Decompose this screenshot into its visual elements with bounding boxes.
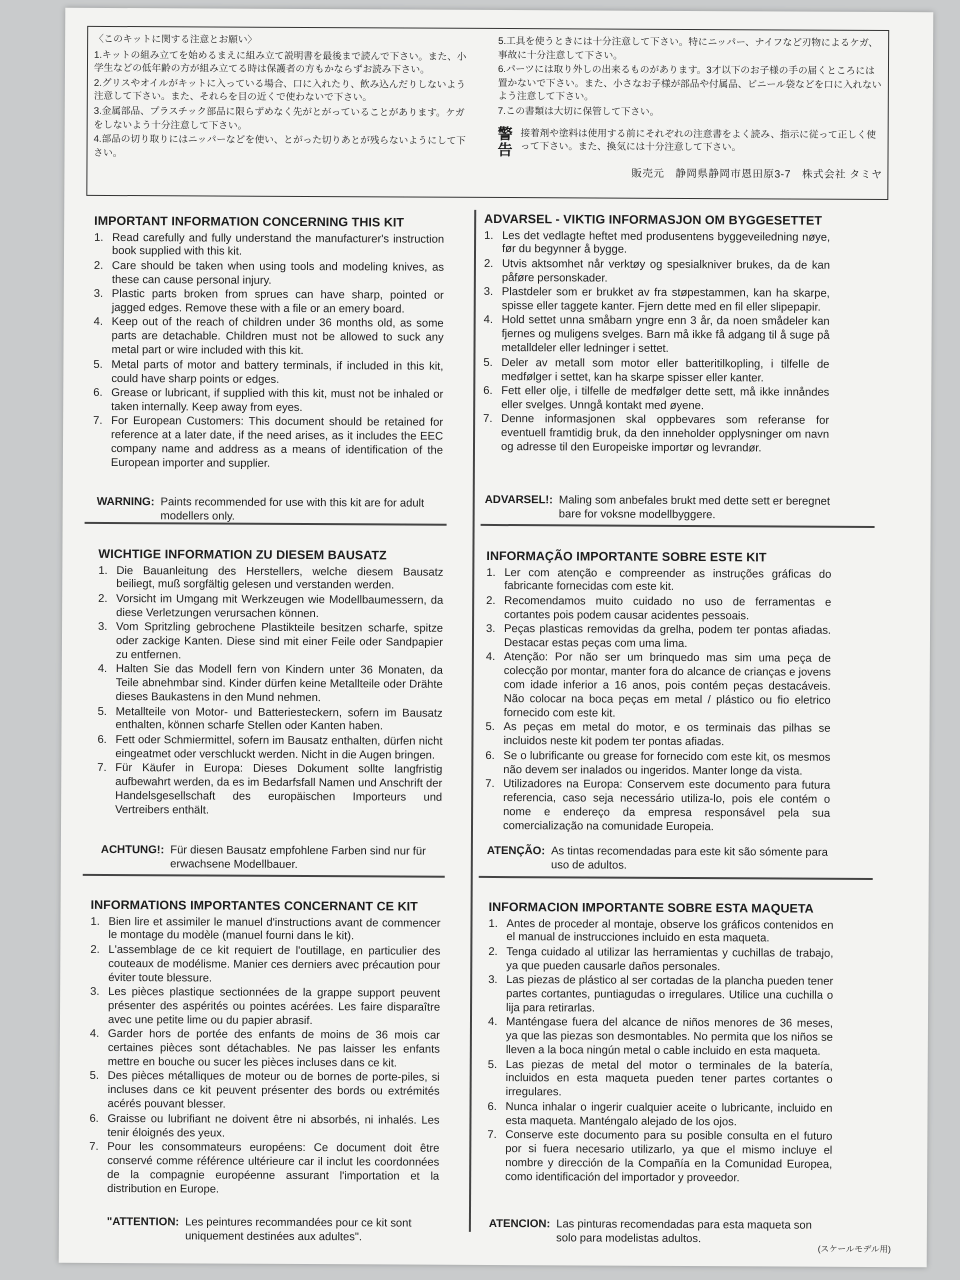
warning-english	[97, 496, 443, 526]
list-item: 5. As peças em metal do motor, e os terminais das pilhas se incluidos neste kit podem ter pontas afiadas.	[485, 721, 831, 749]
japanese-item: 7.この書類は大切に保管して下さい。	[497, 105, 660, 118]
list-item: 7. Conserve este documento para su posible consulta en el futuro por si fuera necesario utilizarlo, ya que el mismo incluye el nombre y dirección de la Compañía en la Comunidad Europea, como identificación del importador y proveedor.	[487, 1129, 833, 1185]
list-item: 1. Les det vedlagte heftet med produsentens byggeveiledning nøye, før du begynner å bygge.	[484, 229, 831, 257]
list-item: 5. Las piezas de metal del motor o terminales de la batería, incluidos en esta maqueta pueden tener partes cortantes o irregulares.	[487, 1058, 833, 1099]
japanese-title: 〈このキットに関する注意とお願い〉	[94, 33, 258, 46]
japanese-item: 4.部品の切り取りにはニッパーなどを使い、とがった切りあとが残らないようにして下さい。	[93, 134, 466, 159]
list-item: 3. Plastic parts broken from sprues can have sharp, pointed or jagged edges. Remove these with a file or an emery board.	[93, 288, 444, 316]
section-spanish	[487, 900, 833, 1187]
warning-spanish	[489, 1218, 834, 1248]
row-divider	[479, 876, 873, 880]
list-item: 5. Metal parts of motor and battery terminals, if included in this kit, could have sharp points or edges.	[93, 358, 444, 386]
warning-text: Maling som anbefales brukt med dette sett er beregnet bare for voksne modellbyggere.	[558, 494, 831, 522]
japanese-item: 1.キットの組み立てを始めるまえに組み立て説明書を最後まで読んで下さい。また、小学生などの低年齢の方が組み立てる時は保護者の方もかならずお読み下さい。	[93, 49, 467, 76]
warning-label: ATENCION:	[488, 1217, 551, 1231]
warning-label: WARNING:	[96, 495, 155, 509]
section-heading: ADVARSEL - VIKTIG INFORMASJON OM BYGGESETTET	[484, 211, 823, 228]
list-item: 4. Hold settet unna småbarn yngre enn 3 år, da noen smådeler kan fjernes og muligens svelges. Barn må ikke få adgang til å suge på metalldeler eller ledninger i settet.	[483, 314, 830, 356]
info-list	[97, 564, 443, 819]
warning-label: ACHTUNG!:	[100, 843, 165, 857]
language-grid	[81, 200, 886, 1244]
list-item: 1. Antes de proceder al montaje, observe los gráficos contenidos en el manual de instrucciones incluido en esta maqueta.	[488, 917, 834, 945]
japanese-warning-label: 警告	[497, 125, 513, 159]
warning-text: As tintas recomendadas para este kit são sómente para uso de adultos.	[550, 845, 828, 872]
section-german	[97, 547, 443, 820]
list-item: 7. Für Käufer in Europa: Dieses Dokument sollte langfristig aufbewahrt werden, da es im Bedarfsfall Namen und Anschrift der Handelsgesellschaft des europäischen Importeurs und Vertreibers enthält.	[97, 762, 443, 817]
warning-text: Für diesen Bausatz empfohlene Farben sind nur für erwachsene Modellbauer.	[170, 844, 426, 871]
row-divider	[481, 524, 875, 528]
section-portuguese	[485, 549, 831, 836]
warning-text: Les peintures recommandées pour ce kit sont uniquement destinées aux adultes".	[185, 1216, 412, 1244]
info-list	[485, 566, 831, 835]
section-heading: INFORMATIONS IMPORTANTES CONCERNANT CE KIT	[90, 897, 418, 914]
instruction-sheet	[59, 8, 934, 1268]
list-item: 7. For European Customers: This document should be retained for reference at a later date, if the need arises, as it includes the EEC company name and address as a means of identification of the European importer and supplier.	[93, 415, 444, 470]
section-heading: INFORMAÇÃO IMPORTANTE SOBRE ESTE KIT	[486, 548, 767, 565]
warning-label: ADVARSEL!:	[484, 493, 553, 507]
list-item: 2. Vorsicht im Umgang mit Werkzeugen wie Modellbaumessern, da diese Verletzungen verursachen können.	[98, 592, 444, 620]
footer-note: (スケールモデル用)	[817, 1243, 891, 1255]
list-item: 4. Manténgase fuera del alcance de niños menores de 36 meses, ya que las piezas son desmontables. No permita que los niños se lleven a la boca ningún metal o cable incluido en esta maqueta.	[487, 1016, 834, 1058]
list-item: 2. Tenga cuidado al utilizar las herramientas y cuchillas de trabajo, ya que pueden causarle daños personales.	[488, 945, 834, 973]
warning-label: "ATTENTION:	[106, 1215, 180, 1229]
section-heading: IMPORTANT INFORMATION CONCERNING THIS KIT	[94, 213, 405, 230]
list-item: 6. Nunca inhalar o ingerir cualquier aceite o lubricante, incluido en esta maqueta. Manténgalo alejado de los ojos.	[487, 1100, 833, 1128]
info-list	[93, 231, 444, 472]
list-item: 1. Ler com atenção e compreender as instruções gráficas do fabricante fornecidas com este kit.	[486, 566, 832, 594]
japanese-item: 6.パーツには取り外しの出来るものがあります。3才以下のお子様の手の届くところには置かないで下さい。また、小さなお子様が部品や付属品、ビニール袋などを口に入れないよう注意して下さい。	[497, 64, 882, 103]
warning-label: ATENÇÃO:	[486, 844, 546, 858]
japanese-notice-box	[86, 26, 889, 200]
list-item: 3. Les pièces plastique sectionnées de la grappe support peuvent présenter des aspérités ou pointes acérées. Les faire disparaître avec une petite lime ou du papier abrasif.	[90, 985, 441, 1027]
warning-text: Paints recommended for use with this kit are for adult modellers only.	[160, 496, 425, 523]
list-item: 3. Peças plasticas removidas da grelha, podem ter pontas afiadas. Destacar estas peças com uma lima.	[486, 623, 832, 651]
list-item: 2. L'assemblage de ce kit requiert de l'outillage, en particulier des couteaux de modélisme. Manier ces derniers avec précaution pour éviter toute blessure.	[90, 943, 441, 985]
list-item: 1. Die Bauanleitung des Herstellers, welche diesem Bausatz beiliegt, muß sorgfältig gelesen und verstanden werden.	[98, 564, 444, 592]
warning-german	[101, 844, 441, 874]
row-divider	[83, 874, 445, 877]
list-item: 4. Garder hors de portée des enfants de moins de 36 mois car certaines pièces sont détachables. Ne pas laisser les enfants mettre en bouche ou sucer les pièces incluses dans ce kit.	[89, 1028, 440, 1070]
section-english	[93, 214, 444, 473]
japanese-warning-text: 接着剤や塗料は使用する前にそれぞれの注意書をよく読み、指示に従って正しく使って下さい。また、換気には十分注意して下さい。	[520, 127, 877, 154]
section-heading: INFORMACION IMPORTANTE SOBRE ESTA MAQUETA	[488, 899, 814, 916]
list-item: 7. Pour les consommateurs européens: Ce document doit être conservé comme référence ultérieure car il inclut les coordonnées de la compagnie européenne assurant l'importation et la distribution en Europe.	[89, 1140, 440, 1196]
info-list	[483, 229, 830, 456]
section-norwegian	[483, 212, 830, 457]
list-item: 2. Recomendamos muito cuidado no uso de ferramentas e cortantes pois podem causar acidentes pessoais.	[486, 594, 832, 623]
list-item: 4. Keep out of the reach of children under 36 months old, as some parts are detachable. Children must not be allowed to suck any metal part or wire included with this kit.	[93, 316, 444, 358]
warning-text: Las pinturas recomendadas para esta maqueta son solo para modelistas adultos.	[556, 1218, 812, 1245]
list-item: 6. Se o lubrificante ou grease for fornecido com este kit, os mesmos não devem ser inalados ou ingeridos. Manter longe da vista.	[485, 749, 831, 778]
list-item: 4. Halten Sie das Modell fern von Kindern unter 36 Monaten, da Teile abnehmbar sind. Kinder dürfen keine Metallteile oder Drähte dieses Baukastens in den Mund nehmen.	[97, 663, 443, 705]
column-divider	[469, 210, 476, 1232]
japanese-item: 3.金属部品、プラスチック部品に限らずめなく先がとがっていることがあります。ケガをしないよう十分注意して下さい。	[93, 105, 465, 132]
list-item: 1. Bien lire et assimiler le manuel d'instructions avant de commencer le montage du modèle (manuel fourni dans le kit).	[90, 915, 441, 943]
list-item: 6. Fett oder Schmiermittel, sofern im Bausatz enthalten, dürfen nicht eingeatmet oder verschluckt werden. Nicht in die Augen bringen.	[97, 733, 443, 762]
japanese-item: 2.グリスやオイルがキットに入っている場合、口に入れたり、飲み込んだりしないよう注意して下さい。また、それらを目の近くで使わないで下さい。	[93, 77, 466, 104]
list-item: 3. Vom Spritzling gebrochene Plastikteile besitzen scharfe, spitze oder zackige Kanten. Diese sind mit einer Feile oder Sandpapier zu entfernen.	[98, 621, 444, 662]
japanese-right-column	[497, 35, 883, 182]
warning-portuguese	[487, 845, 833, 875]
list-item: 6. Fett eller olje, i tilfelle de medfølger dette sett, må ikke innåndes eller svelges. Unngå kontakt med øyene.	[483, 384, 830, 412]
section-french	[89, 898, 441, 1199]
list-item: 5. Deler av metall som motor eller batteritilkopling, i tilfelle de medfølger i settet, kan ha skarpe spisser eller kanter.	[483, 356, 830, 384]
list-item: 7. Denne informasjonen skal oppbevares som referanse for eventuell framtidig bruk, da den inneholder opplysninger om navn og adresse til den Europeiske importør og levrandør.	[483, 413, 830, 455]
list-item: 4. Atenção: Por não ser um brinquedo mas sim uma peça de colecção por montar, manter fora do alcance de crianças e jovens com idade inferior a 16 anos, pois contém peças destacáveis. Não colocar na boca peças em metal / plástico ou fio eletrico fornecido com este kit.	[485, 651, 831, 720]
list-item: 6. Grease or lubricant, if supplied with this kit, must not be inhaled or taken internally. Keep away from eyes.	[93, 386, 444, 414]
warning-norwegian	[485, 494, 831, 524]
list-item: 3. Las piezas de plástico al ser cortadas de la plancha pueden tener partes cortantes, puntiagudas o irregulares. Utilice una cuchilla o lija para retirarlas.	[488, 974, 834, 1015]
info-list	[487, 917, 833, 1186]
list-item: 2. Utvis aktsomhet når verktøy og spesialkniver brukes, da de kan påføre personskader.	[483, 257, 830, 285]
japanese-seller: 販売元 静岡県静岡市恩田原3-7 株式会社 タミヤ	[631, 167, 883, 181]
list-item: 2. Care should be taken when using tools and modeling knives, as these can cause personal injury.	[93, 259, 444, 287]
list-item: 5. Des pièces métalliques de moteur ou de bornes de porte-piles, si incluses dans ce kit peuvent présenter des bords ou extrémités acérés pouvant blesser.	[89, 1070, 440, 1111]
japanese-warning	[498, 127, 883, 161]
list-item: 6. Graisse ou lubrifiant ne doivent être ni absorbés, ni inhalés. Les tenir éloignés des yeux.	[89, 1112, 440, 1140]
list-item: 3. Plastdeler som er brukket av fra støpestammen, kan ha skarpe, spisse eller taggete kanter. Fjern dette med en fil eller slipepapir.	[483, 286, 830, 314]
info-list	[89, 915, 440, 1198]
japanese-item: 5.工具を使うときには十分注意して下さい。特にニッパー、ナイフなど刃物によるケガ、事故に十分注意して下さい。	[498, 36, 879, 62]
warning-french	[107, 1216, 441, 1246]
list-item: 5. Metallteile von Motor- und Batteriesteckern, sofern im Bausatz enthalten, können scharfe Stellen oder Kanten haben.	[97, 705, 443, 733]
list-item: 1. Read carefully and fully understand the manufacturer's instruction book supplied with this kit.	[94, 231, 445, 259]
section-heading: WICHTIGE INFORMATION ZU DIESEM BAUSATZ	[98, 546, 387, 563]
list-item: 7. Utilizadores na Europa: Conservem este documento para futura referencia, caso seja necessário utiliza-lo, pois ele contém o nome e endereço da empresa responsável pela sua comercialização na comunidade Europeia.	[485, 778, 831, 833]
japanese-left-column	[93, 33, 474, 163]
